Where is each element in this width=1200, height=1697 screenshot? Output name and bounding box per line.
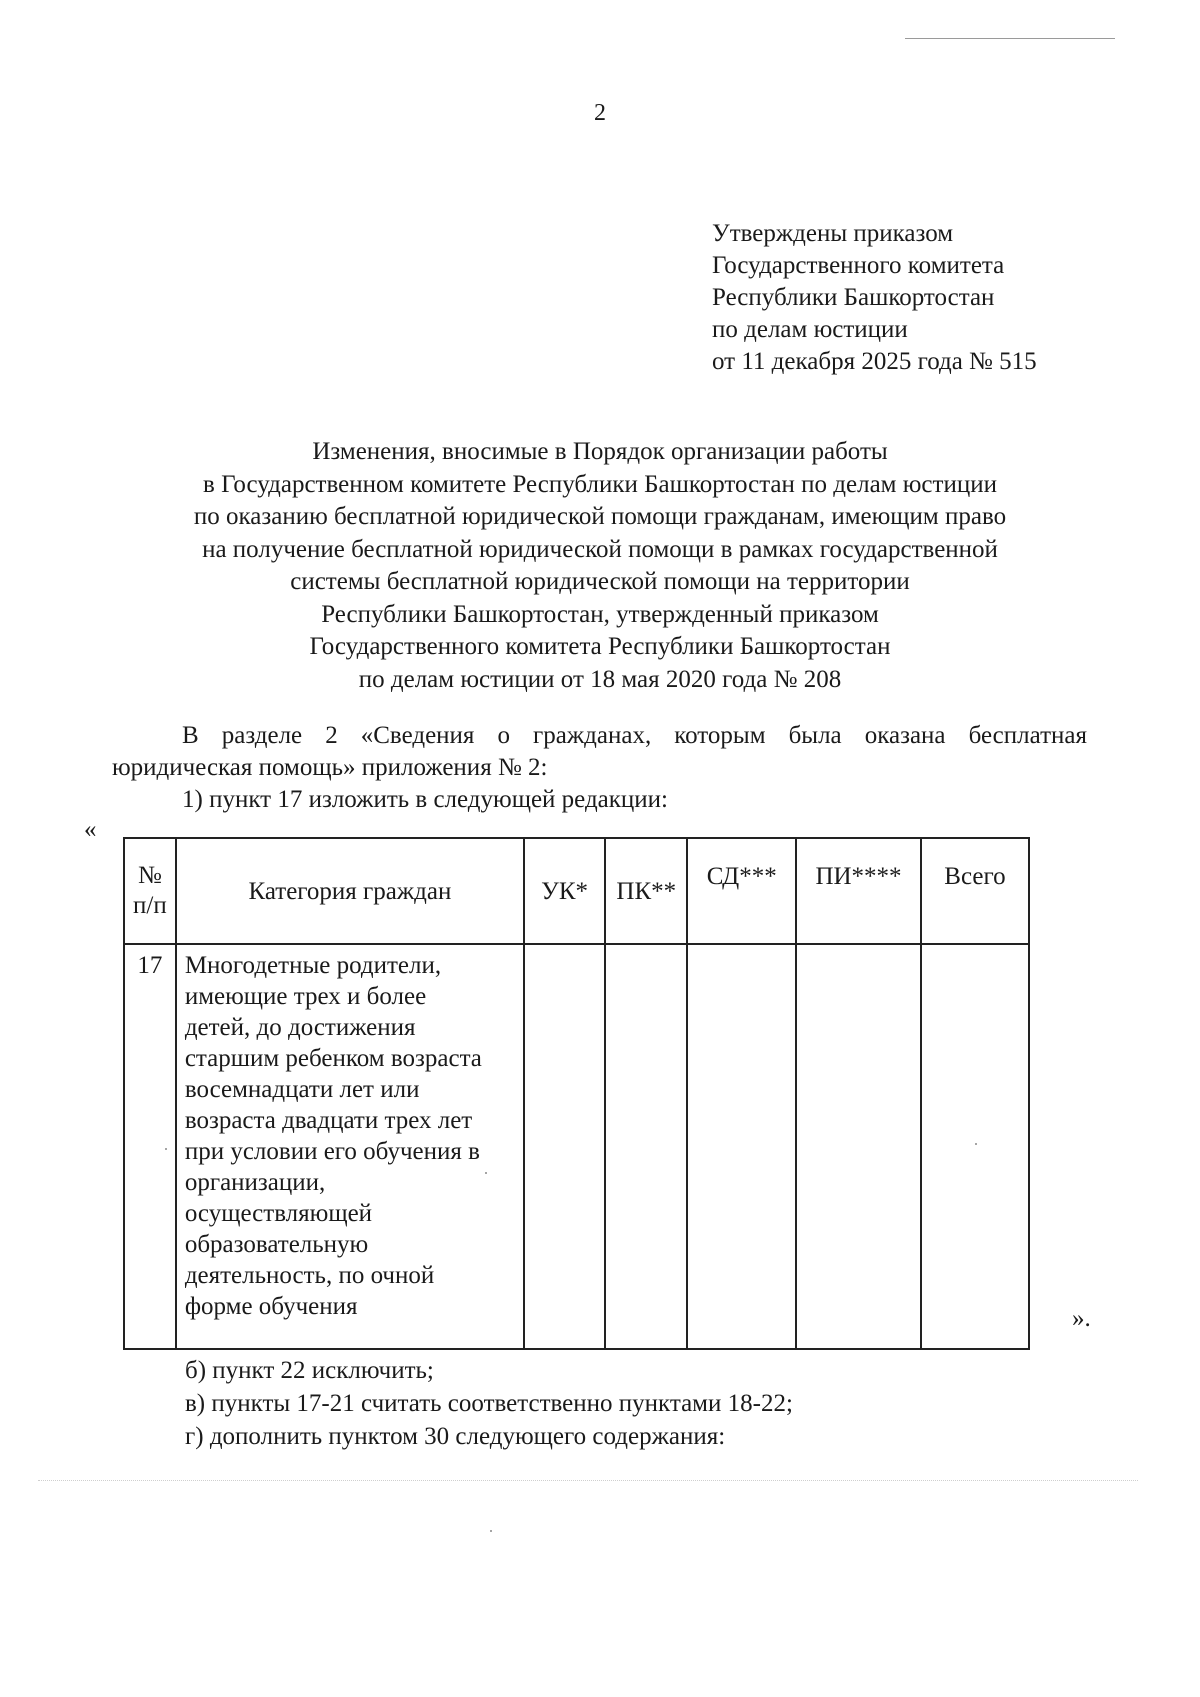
document-title (110, 436, 1090, 696)
header-sd: СД*** (687, 838, 796, 944)
intro-paragraph-line1: В разделе 2 «Сведения о гражданах, которым была оказана бесплатная (182, 722, 1087, 749)
row-category (176, 944, 524, 1349)
category-line: восемнадцати лет или (184, 1076, 420, 1103)
intro-paragraph-line2: юридическая помощь» приложения № 2: (112, 754, 548, 781)
category-line: детей, до достижения (184, 1014, 416, 1041)
title-line: системы бесплатной юридической помощи на территории (290, 568, 910, 595)
scan-speck (165, 1148, 167, 1150)
item-b: б) пункт 22 исключить; (185, 1357, 434, 1384)
approval-line: Республики Башкортостан (712, 284, 995, 311)
cell-uk (524, 944, 605, 1349)
category-line: возраста двадцати трех лет (184, 1107, 473, 1134)
approval-line: по делам юстиции (712, 316, 908, 343)
scan-speck (975, 1143, 977, 1145)
header-uk: УК* (524, 838, 605, 944)
approval-line: от 11 декабря 2025 года № 515 (712, 348, 1037, 375)
category-line: осуществляющей (184, 1200, 373, 1227)
table-header-row (124, 838, 1029, 944)
header-num (124, 838, 176, 944)
closing-quote: ». (1072, 1305, 1091, 1332)
title-line: Изменения, вносимые в Порядок организации работы (312, 438, 888, 465)
header-num-symbol: № (137, 862, 162, 889)
header-num-pp: п/п (133, 892, 167, 919)
opening-quote: « (84, 816, 97, 843)
row-number: 17 (124, 944, 176, 1349)
citizens-table (123, 837, 1030, 1350)
approval-line: Государственного комитета (712, 252, 1005, 279)
scan-artifact-line (905, 38, 1115, 39)
cell-pk (605, 944, 687, 1349)
cell-sd (687, 944, 796, 1349)
category-line: при условии его обучения в (184, 1138, 480, 1165)
title-line: Республики Башкортостан, утвержденный приказом (321, 600, 879, 628)
title-line: по делам юстиции от 18 мая 2020 года № 208 (358, 665, 842, 693)
table-row (124, 944, 1029, 1349)
intro-item-1: 1) пункт 17 изложить в следующей редакции: (182, 786, 668, 813)
title-line: Государственного комитета Республики Башкортостан (309, 633, 891, 660)
category-line: организации, (184, 1169, 326, 1196)
header-total: Всего (921, 838, 1029, 944)
category-line: Многодетные родители, (184, 952, 442, 979)
scan-artifact-dotted-line (38, 1480, 1138, 1481)
item-v: в) пункты 17-21 считать соответственно пунктами 18-22; (185, 1390, 793, 1417)
header-category: Категория граждан (176, 838, 524, 944)
approval-line: Утверждены приказом (712, 220, 954, 247)
cell-total (921, 944, 1029, 1349)
category-line: форме обучения (184, 1293, 358, 1320)
category-line: имеющие трех и более (184, 983, 427, 1010)
title-line: на получение бесплатной юридической помощи в рамках государственной (202, 535, 998, 563)
header-pi: ПИ**** (796, 838, 921, 944)
header-pk: ПК** (605, 838, 687, 944)
category-line: старшим ребенком возраста (184, 1045, 482, 1072)
scan-speck (485, 1172, 487, 1174)
approval-block (712, 218, 1037, 378)
item-g: г) дополнить пунктом 30 следующего содержания: (185, 1423, 726, 1450)
category-line: деятельность, по очной (184, 1262, 435, 1289)
page-number: 2 (594, 100, 606, 126)
title-line: в Государственном комитете Республики Башкортостан по делам юстиции (203, 470, 997, 498)
title-line: по оказанию бесплатной юридической помощи гражданам, имеющим право (193, 503, 1007, 530)
category-line: образовательную (184, 1231, 369, 1258)
scan-speck (490, 1530, 492, 1532)
cell-pi (796, 944, 921, 1349)
